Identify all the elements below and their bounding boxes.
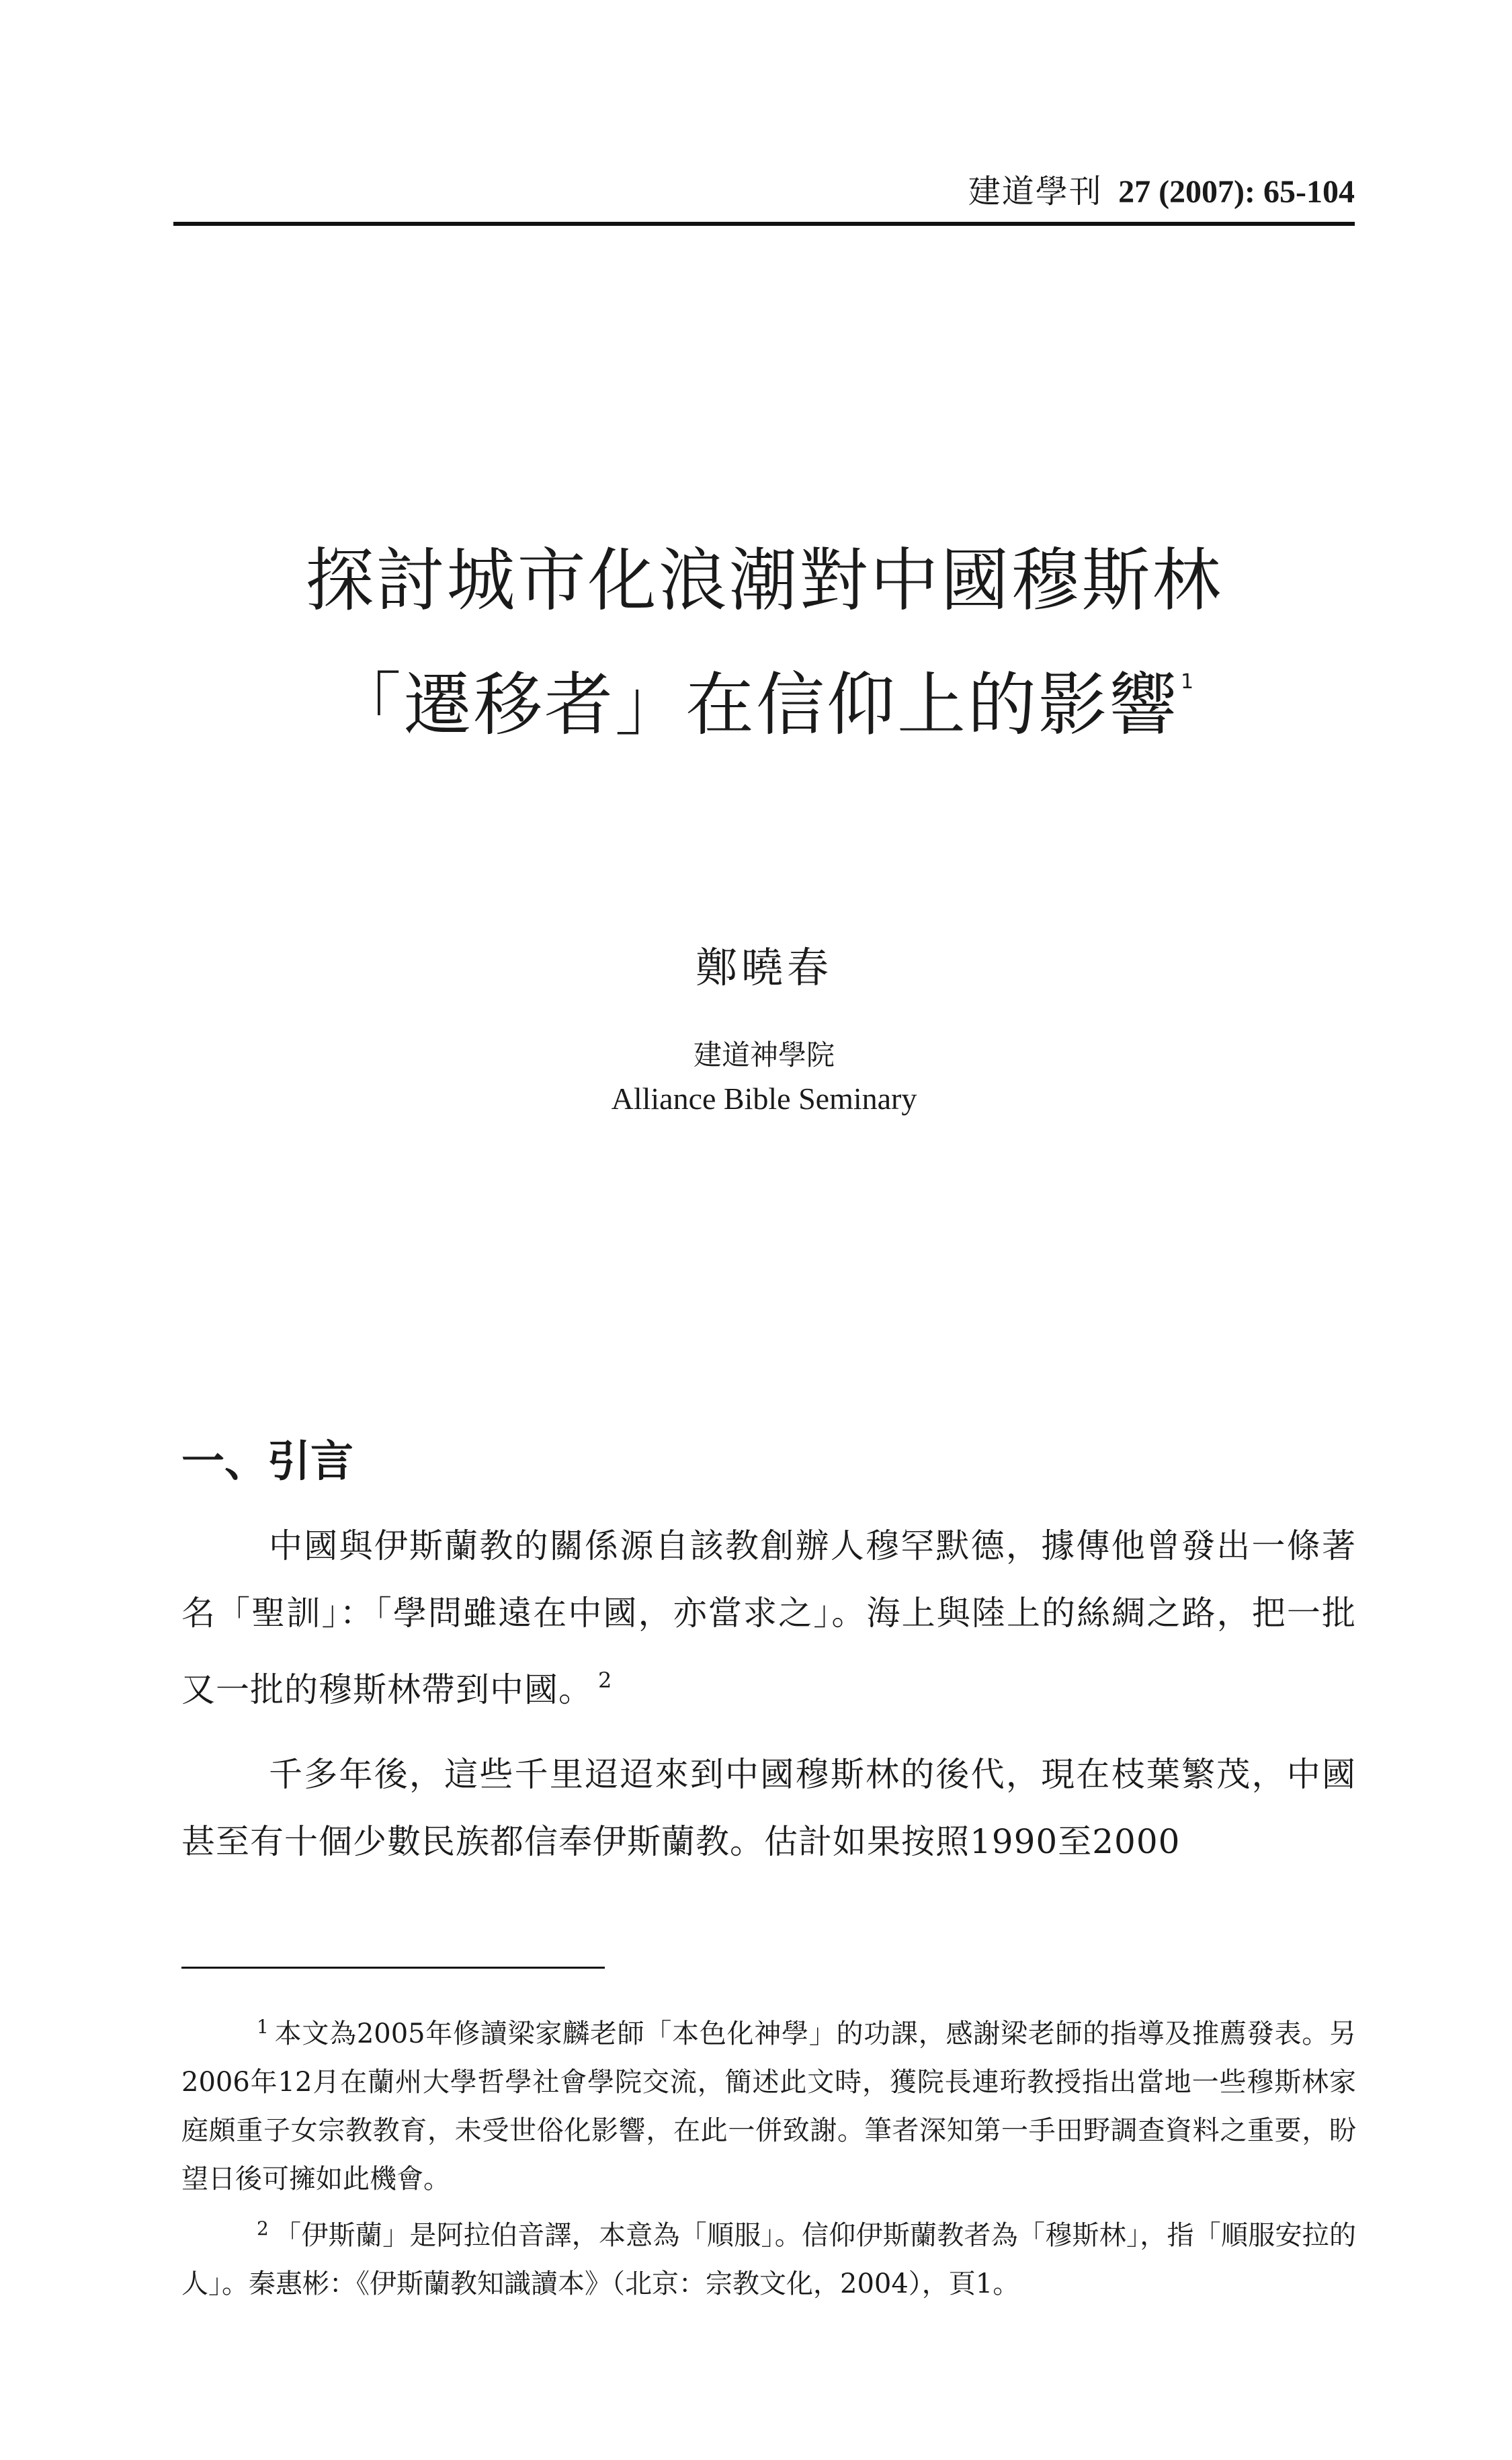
- article-title: [173, 531, 1355, 756]
- footnote-1-text: 本文為2005年修讀梁家麟老師「本色化神學」的功課，感謝梁老師的指導及推薦發表。另2006年12月在蘭州大學哲學社會學院交流，簡述此文時，獲院長連珩教授指出當地一些穆斯林家庭頗重子女宗教教育，未受世俗化影響，在此一併致謝。筆者深知第一手田野調查資料之重要，盼望日後可擁如此機會。: [181, 2018, 1356, 2195]
- affiliation-english: Alliance Bible Seminary: [611, 1081, 917, 1116]
- paragraph-1-footnote-ref[interactable]: 2: [598, 1668, 613, 1693]
- issue-citation: 27 (2007): 65-104: [1118, 174, 1355, 210]
- paragraph-1-text: 中國與伊斯蘭教的關係源自該教創辦人穆罕默德，據傳他曾發出一條著名「聖訓」：「學問雖遠在中國，亦當求之」。海上與陸上的絲綢之路，把一批又一批的穆斯林帶到中國。: [181, 1526, 1356, 1709]
- footnote-1-number: 1: [257, 2016, 269, 2038]
- footnote-1: [181, 2003, 1356, 2203]
- title-footnote-ref[interactable]: 1: [1180, 670, 1196, 694]
- affiliation-chinese: 建道神學院: [693, 1038, 835, 1071]
- header-rule: [173, 222, 1355, 226]
- section-heading: 一、引言: [181, 1437, 353, 1487]
- footnote-2: [181, 2205, 1356, 2308]
- journal-name: 建道學刊: [968, 173, 1103, 210]
- title-line-1: 探討城市化浪潮對中國穆斯林: [305, 541, 1223, 621]
- body-paragraph-1: [181, 1512, 1356, 1723]
- author-name: 鄭曉春: [695, 943, 833, 992]
- title-line-2-text: 「遷移者」在信仰上的影響: [332, 665, 1179, 745]
- footnote-2-text: 「伊斯蘭」是阿拉伯音譯，本意為「順服」。信仰伊斯蘭教者為「穆斯林」，指「順服安拉的人」。秦惠彬：《伊斯蘭教知識讀本》（北京：宗教文化，2004），頁1。: [181, 2220, 1356, 2299]
- footnote-2-number: 2: [257, 2217, 269, 2240]
- footnote-rule: [181, 1967, 605, 1969]
- body-paragraph-2: 千多年後，這些千里迢迢來到中國穆斯林的後代，現在枝葉繁茂，中國甚至有十個少數民族都信奉伊斯蘭教。估計如果按照1990至2000: [181, 1755, 1356, 1861]
- running-header: [173, 168, 1355, 215]
- title-line-2: [173, 632, 1355, 756]
